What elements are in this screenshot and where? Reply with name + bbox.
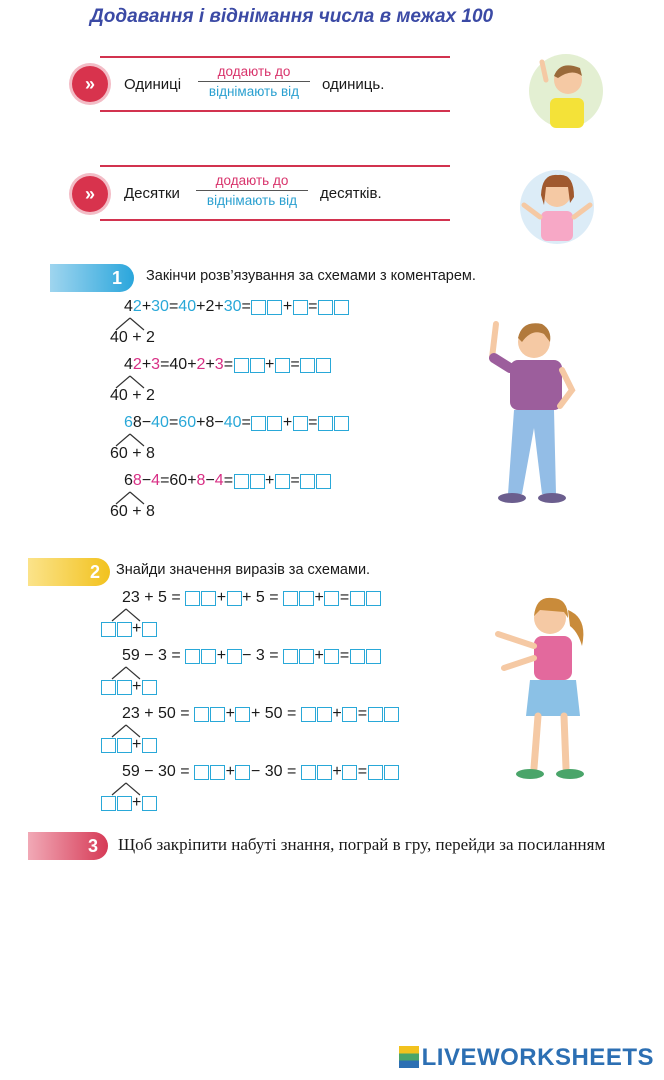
liveworksheets-logo bbox=[399, 1044, 654, 1072]
equation-row: 59 − 3 = + − 3 = + = bbox=[122, 647, 381, 665]
rule-tail: десятків. bbox=[320, 185, 382, 202]
eq-num: 2 bbox=[205, 298, 215, 315]
answer-box[interactable] bbox=[185, 591, 200, 606]
logo-icon bbox=[399, 1046, 419, 1068]
answer-box[interactable] bbox=[101, 622, 116, 637]
arrow-icon: » bbox=[72, 66, 108, 102]
eq-mid: + 5 = bbox=[242, 589, 279, 606]
eq-left: 59 − 3 = bbox=[122, 647, 181, 664]
answer-box[interactable] bbox=[210, 707, 225, 722]
equation-row: 23 + 50 = + + 50 = + = bbox=[122, 705, 399, 723]
eq-op: + bbox=[205, 356, 215, 373]
answer-box[interactable] bbox=[142, 738, 157, 753]
rule-top-text: додають до bbox=[217, 64, 291, 79]
answer-box[interactable] bbox=[299, 649, 314, 664]
girl-standing-illustration bbox=[490, 592, 600, 788]
answer-box[interactable] bbox=[317, 707, 332, 722]
eq-num: 40 bbox=[169, 356, 188, 373]
equation-row: 59 − 30 = + − 30 = + = bbox=[122, 763, 399, 781]
answer-box[interactable] bbox=[350, 649, 365, 664]
eq-op: = bbox=[160, 356, 170, 373]
answer-box[interactable] bbox=[234, 474, 249, 489]
answer-box[interactable] bbox=[117, 622, 132, 637]
rule-box-tens bbox=[100, 165, 450, 221]
answer-box[interactable] bbox=[250, 474, 265, 489]
answer-box[interactable] bbox=[251, 300, 266, 315]
answer-box[interactable] bbox=[194, 765, 209, 780]
answer-box[interactable] bbox=[194, 707, 209, 722]
task-number: 2 bbox=[90, 562, 101, 582]
answer-box[interactable] bbox=[293, 300, 308, 315]
task-number: 3 bbox=[88, 836, 99, 856]
eq-op: = bbox=[168, 414, 179, 431]
eq-op: + bbox=[141, 356, 152, 373]
task-1-badge bbox=[50, 264, 134, 292]
rule-bottom-text: віднімають від bbox=[206, 193, 298, 208]
eq-digit: 4 bbox=[124, 298, 133, 315]
rule-lead: Десятки bbox=[124, 185, 180, 202]
decomposition-boxes: + bbox=[100, 620, 157, 638]
answer-box[interactable] bbox=[250, 358, 265, 373]
answer-box[interactable] bbox=[334, 300, 349, 315]
answer-box[interactable] bbox=[301, 765, 316, 780]
task-number: 1 bbox=[112, 268, 123, 288]
rule-lead: Одиниці bbox=[124, 76, 182, 93]
eq-digit: 2 bbox=[132, 298, 142, 315]
answer-box[interactable] bbox=[210, 765, 225, 780]
eq-num: 30 bbox=[223, 298, 242, 315]
eq-op: + bbox=[187, 356, 197, 373]
eq-num: 40 bbox=[151, 414, 169, 431]
eq-mid: + 50 = bbox=[250, 705, 297, 722]
rule-top-text: додають до bbox=[215, 173, 289, 188]
answer-box[interactable] bbox=[366, 591, 381, 606]
eq-op: + bbox=[196, 414, 206, 431]
answer-box[interactable] bbox=[117, 680, 132, 695]
eq-op: = bbox=[241, 414, 251, 431]
boy-standing-illustration bbox=[482, 318, 582, 506]
answer-box[interactable] bbox=[235, 707, 250, 722]
answer-box[interactable] bbox=[384, 765, 399, 780]
answer-box[interactable] bbox=[316, 474, 331, 489]
eq-mid: − 30 = bbox=[250, 763, 297, 780]
eq-num: 8 bbox=[196, 472, 206, 489]
decomposition-text: 40 + 2 bbox=[110, 329, 155, 346]
answer-box[interactable] bbox=[101, 738, 116, 753]
task-2-badge bbox=[28, 558, 110, 586]
eq-op: − bbox=[141, 472, 152, 489]
answer-box[interactable] bbox=[267, 416, 282, 431]
answer-box[interactable] bbox=[101, 796, 116, 811]
arrow-icon: » bbox=[72, 176, 108, 212]
eq-op: + bbox=[214, 298, 224, 315]
eq-op: = bbox=[241, 298, 251, 315]
eq-num: 3 bbox=[214, 356, 224, 373]
answer-box[interactable] bbox=[316, 358, 331, 373]
answer-box[interactable] bbox=[299, 591, 314, 606]
rule-fraction bbox=[198, 64, 310, 99]
eq-op: + bbox=[196, 298, 206, 315]
answer-box[interactable] bbox=[318, 416, 333, 431]
eq-left: 23 + 50 = bbox=[122, 705, 190, 722]
eq-num: 40 bbox=[178, 298, 197, 315]
answer-box[interactable] bbox=[201, 649, 216, 664]
decomposition-text: 60 + 8 bbox=[110, 445, 155, 462]
eq-num: 4 bbox=[151, 472, 161, 489]
equation-row: 42 + 3 = 40 + 2 + 3 = + = bbox=[124, 356, 332, 374]
answer-box[interactable] bbox=[142, 796, 157, 811]
answer-box[interactable] bbox=[324, 649, 339, 664]
logo-text: LIVEWORKSHEETS bbox=[421, 1044, 654, 1071]
eq-op: − bbox=[205, 472, 215, 489]
eq-num: 3 bbox=[151, 356, 161, 373]
equation-row: 42 + 30 = 40 + 2 + 30 = + = bbox=[124, 298, 350, 316]
answer-box[interactable] bbox=[283, 649, 298, 664]
eq-op: + bbox=[141, 298, 152, 315]
answer-box[interactable] bbox=[235, 765, 250, 780]
eq-op: − bbox=[141, 414, 152, 431]
answer-box[interactable] bbox=[342, 707, 357, 722]
answer-box[interactable] bbox=[227, 649, 242, 664]
answer-box[interactable] bbox=[368, 765, 383, 780]
answer-box[interactable] bbox=[275, 358, 290, 373]
answer-box[interactable] bbox=[234, 358, 249, 373]
eq-num: 60 bbox=[169, 472, 188, 489]
eq-op: = bbox=[223, 356, 234, 373]
answer-box[interactable] bbox=[142, 622, 157, 637]
answer-box[interactable] bbox=[185, 649, 200, 664]
equation-row: 68 − 40 = 60 + 8 − 40 = + = bbox=[124, 414, 350, 432]
answer-box[interactable] bbox=[101, 680, 116, 695]
task-1-text: Закінчи розв’язування за схемами з коментарем. bbox=[146, 268, 476, 284]
decomposition-boxes: + bbox=[100, 794, 157, 812]
answer-box[interactable] bbox=[318, 300, 333, 315]
answer-box[interactable] bbox=[117, 738, 132, 753]
eq-num: 8 bbox=[205, 414, 215, 431]
eq-op: + bbox=[187, 472, 197, 489]
answer-box[interactable] bbox=[368, 707, 383, 722]
answer-box[interactable] bbox=[117, 796, 132, 811]
eq-num: 40 bbox=[223, 414, 242, 431]
answer-box[interactable] bbox=[324, 591, 339, 606]
answer-box[interactable] bbox=[201, 591, 216, 606]
answer-box[interactable] bbox=[251, 416, 266, 431]
task-2-text: Знайди значення виразів за схемами. bbox=[116, 562, 371, 578]
eq-num: 30 bbox=[151, 298, 169, 315]
eq-op: = bbox=[160, 472, 170, 489]
answer-box[interactable] bbox=[334, 416, 349, 431]
boy-illustration bbox=[528, 50, 604, 132]
equation-row: 23 + 5 = + + 5 = + = bbox=[122, 589, 381, 607]
rule-fraction bbox=[196, 173, 308, 208]
task-3-text[interactable]: Щоб закріпити набуті знання, пограй в гру, перейди за посиланням bbox=[118, 835, 606, 854]
eq-num: 4 bbox=[214, 472, 224, 489]
page-title: Додавання і віднімання числа в межах 100 bbox=[90, 6, 494, 27]
answer-box[interactable] bbox=[317, 765, 332, 780]
eq-op: − bbox=[214, 414, 224, 431]
decomposition-boxes: + bbox=[100, 678, 157, 696]
answer-box[interactable] bbox=[366, 649, 381, 664]
eq-left: 59 − 30 = bbox=[122, 763, 190, 780]
answer-box[interactable] bbox=[275, 474, 290, 489]
answer-box[interactable] bbox=[142, 680, 157, 695]
answer-box[interactable] bbox=[300, 358, 315, 373]
eq-op: = bbox=[168, 298, 179, 315]
answer-box[interactable] bbox=[267, 300, 282, 315]
answer-box[interactable] bbox=[350, 591, 365, 606]
answer-box[interactable] bbox=[293, 416, 308, 431]
decomposition-boxes: + bbox=[100, 736, 157, 754]
decomposition-text: 40 + 2 bbox=[110, 387, 155, 404]
answer-box[interactable] bbox=[342, 765, 357, 780]
equation-row: 68 − 4 = 60 + 8 − 4 = + = bbox=[124, 472, 332, 490]
eq-mid: − 3 = bbox=[242, 647, 279, 664]
girl-illustration bbox=[516, 165, 598, 245]
decomposition-text: 60 + 8 bbox=[110, 503, 155, 520]
eq-left: 23 + 5 = bbox=[122, 589, 181, 606]
rule-tail: одиниць. bbox=[322, 76, 385, 93]
eq-num: 2 bbox=[196, 356, 206, 373]
answer-box[interactable] bbox=[227, 591, 242, 606]
answer-box[interactable] bbox=[283, 591, 298, 606]
eq-op: = bbox=[223, 472, 234, 489]
eq-num: 60 bbox=[178, 414, 197, 431]
answer-box[interactable] bbox=[384, 707, 399, 722]
rule-bottom-text: віднімають від bbox=[208, 84, 300, 99]
task-3-badge bbox=[28, 832, 108, 860]
rule-box-units bbox=[100, 56, 450, 112]
answer-box[interactable] bbox=[301, 707, 316, 722]
answer-box[interactable] bbox=[300, 474, 315, 489]
